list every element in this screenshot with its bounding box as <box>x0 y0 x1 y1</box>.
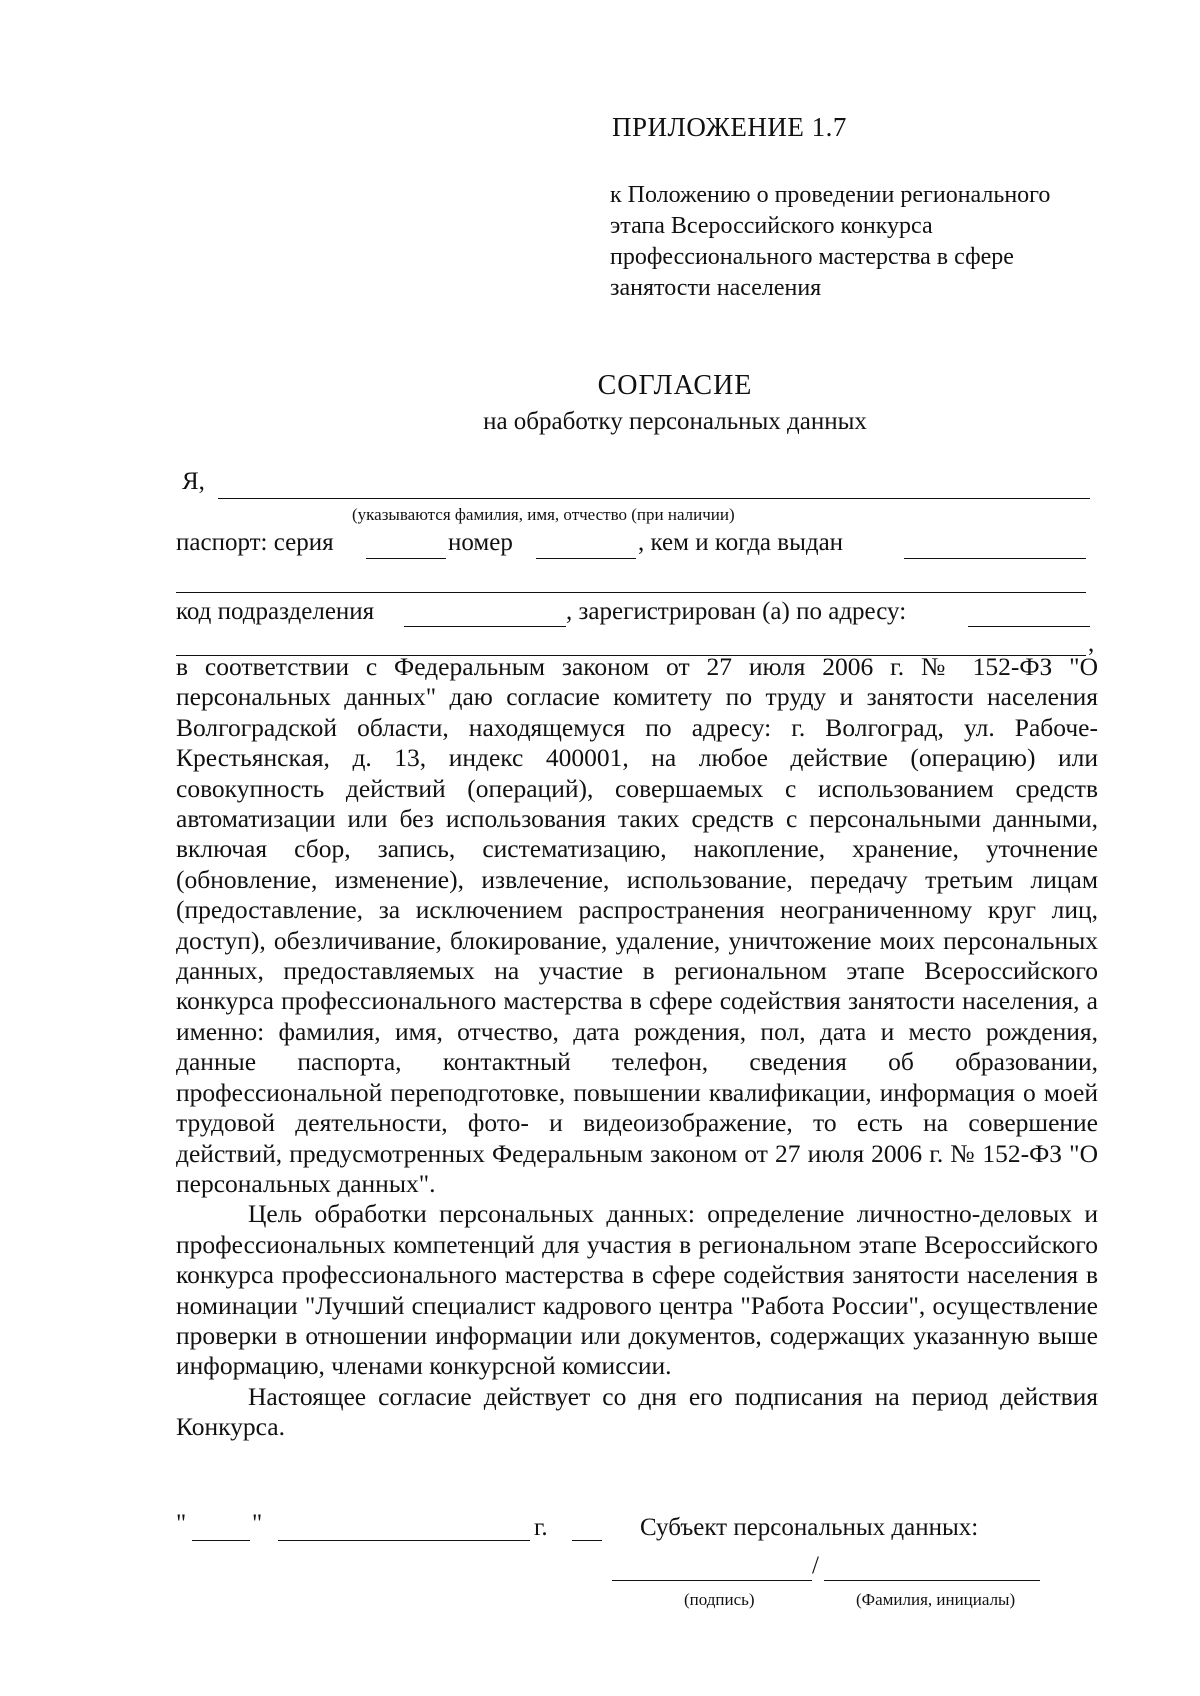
appendix-title: ПРИЛОЖЕНИЕ 1.7 <box>612 112 847 142</box>
date-quote-open: " <box>176 1510 187 1537</box>
label-passport-number: номер <box>448 529 513 556</box>
subject-label: Субъект персональных данных: <box>640 1514 979 1541</box>
division-code-line <box>404 626 566 627</box>
signature-hint: (подпись) <box>684 1590 755 1609</box>
label-passport-series: паспорт: серия <box>176 529 334 556</box>
document-title: СОГЛАСИЕ <box>597 370 753 401</box>
signature-line <box>612 1580 812 1581</box>
consent-paragraph-3: Настоящее согласие действует со дня его подписания на период действия Конкурса. <box>176 1381 1098 1442</box>
date-month-line <box>278 1540 530 1541</box>
issued-by-line-2 <box>176 592 1086 593</box>
address-line <box>968 626 1090 627</box>
passport-number-line <box>536 558 636 559</box>
label-ya: Я, <box>182 468 205 495</box>
label-registered: , зарегистрирован (а) по адресу: <box>566 598 907 625</box>
fullname-hint: (указываются фамилия, имя, отчество (при наличии) <box>352 505 735 524</box>
label-issued-by: , кем и когда выдан <box>638 529 844 556</box>
fullname-initials-line <box>824 1580 1040 1581</box>
document-subtitle: на обработку персональных данных <box>483 408 867 435</box>
appendix-description: к Положению о проведении регионального этапа Всероссийского конкурса профессионального мастерства в сфере занятости населения <box>610 182 1051 301</box>
date-day-line <box>192 1540 250 1541</box>
fullname-line <box>218 498 1090 499</box>
issued-by-line <box>904 558 1086 559</box>
date-quote-close: " <box>252 1510 263 1537</box>
fullname-initials-hint: (Фамилия, инициалы) <box>856 1590 1016 1609</box>
consent-body <box>176 652 1098 1443</box>
label-division-code: код подразделения <box>176 598 375 625</box>
year-suffix: г. <box>534 1514 548 1541</box>
consent-paragraph-2: Цель обработки персональных данных: определение личностно-деловых и профессиональных компетенций для участия в региональном этапе Всероссийского конкурса профессионального мастерства в сфере содействия занятости населения в номинации "Лучший специалист кадрового центра "Работа России", осуществление проверки в отношении информации или документов, содержащих указанную выше информацию, членами конкурсной комиссии. <box>176 1199 1098 1381</box>
signature-slash: / <box>812 1552 819 1579</box>
year-line <box>572 1540 602 1541</box>
consent-paragraph-1: в соответствии с Федеральным законом от 27 июля 2006 г. № 152-ФЗ "О персональных данных" даю согласие комитету по труду и занятости населения Волгоградской области, находящемуся по адресу: г. Волгоград, ул. Рабоче-Крестьянская, д. 13, индекс 400001, на любое действие (операцию) или совокупность действий (операций), совершаемых с использованием средств автоматизации или без использования таких средств с персональными данными, включая сбор, запись, систематизацию, накопление, хранение, уточнение (обновление, изменение), извлечение, использование, передачу третьим лицам (предоставление, за исключением распространения неограниченному круг лиц, доступ), обезличивание, блокирование, удаление, уничтожение моих персональных данных, предоставляемых на участие в региональном этапе Всероссийского конкурса профессионального мастерства в сфере содействия занятости населения, а именно: фамилия, имя, отчество, дата рождения, пол, дата и место рождения, данные паспорта, контактный телефон, сведения об образовании, профессиональной переподготовке, повышении квалификации, информация о моей трудовой деятельности, фото- и видеоизображение, то есть на совершение действий, предусмотренных Федеральным законом от 27 июля 2006 г. № 152-ФЗ "О персональных данных". <box>176 652 1098 1198</box>
address-comma: , <box>1088 630 1095 657</box>
passport-series-line <box>366 558 446 559</box>
